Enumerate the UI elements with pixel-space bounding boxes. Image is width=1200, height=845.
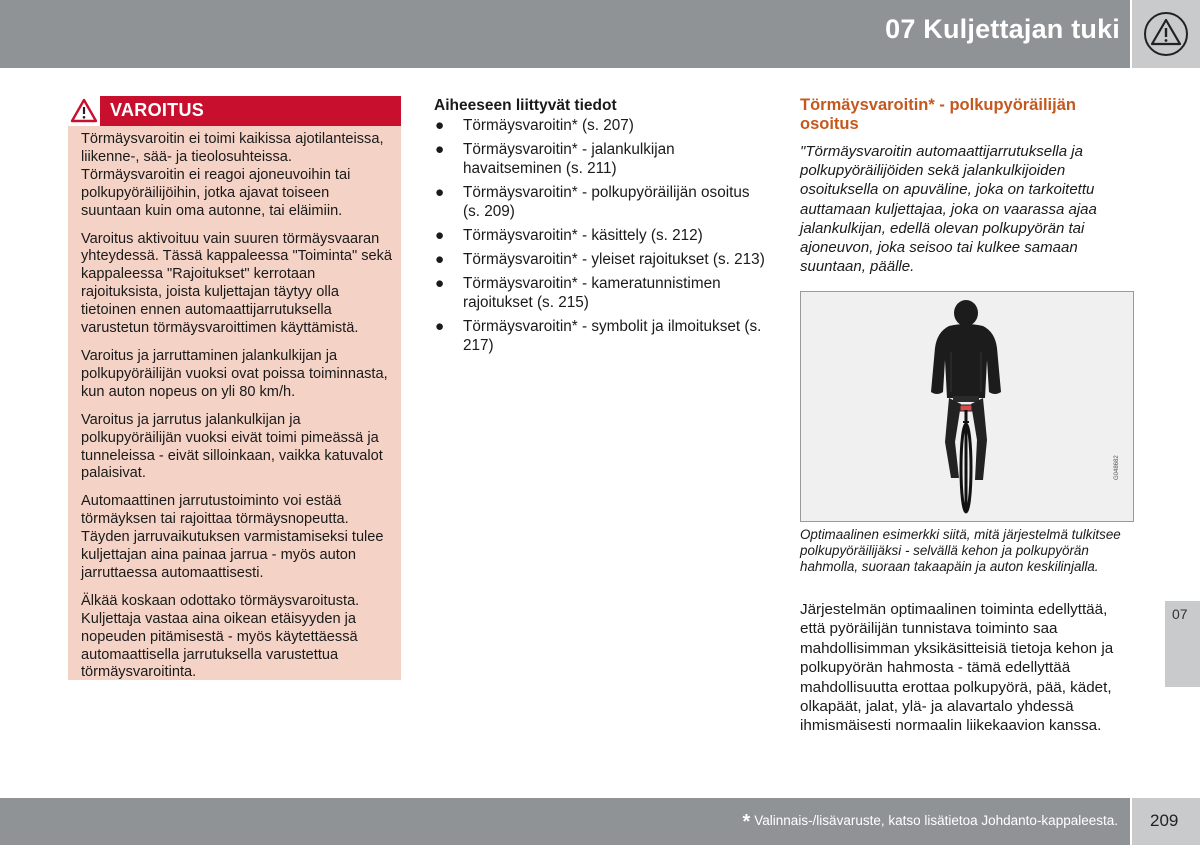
- footnote: [742, 811, 1118, 834]
- warning-header: [68, 96, 401, 126]
- page-number-box: [1132, 798, 1200, 845]
- related-list: [434, 116, 769, 355]
- bullet-icon: ●: [435, 318, 445, 335]
- chapter-tab: [1165, 601, 1200, 687]
- related-link[interactable]: ● Törmäysvaroitin* - käsittely (s. 212): [435, 227, 703, 244]
- header-icon-box: [1132, 0, 1200, 68]
- warning-title: VAROITUS: [110, 100, 205, 120]
- warning-paragraph: Älkää koskaan odottako törmäysvaroitusta. Kuljettaja vastaa aina oikean etäisyyden ja nopeuden pitämisestä - myös käytettäessä automaattisella jarrutuksella varustettua törmäysvaroitinta.: [81, 592, 360, 681]
- page-number: 209: [1150, 811, 1179, 830]
- warning-paragraph: Varoitus ja jarruttaminen jalankulkijan ja polkupyöräilijän vuoksi ovat poissa toiminnasta, kun auton nopeus on yli 80 km/h.: [81, 347, 388, 400]
- cyclist-rear-view-image: [801, 292, 1132, 520]
- related-title: Aiheeseen liittyvät tiedot: [434, 97, 617, 114]
- bullet-icon: ●: [435, 117, 445, 134]
- cyclist-illustration: [800, 291, 1134, 522]
- warning-triangle-icon: [70, 98, 98, 124]
- warning-paragraph: Törmäysvaroitin ei toimi kaikissa ajotilanteissa, liikenne-, sää- ja tieolosuhteissa. Törmäysvaroitin ei reagoi ajoneuvoihin tai polkupyöräilijöihin, jotka ajavat toiseen suuntaan kuin oma autonne, tai eläimiin.: [81, 131, 384, 219]
- related-link[interactable]: ● Törmäysvaroitin* (s. 207): [435, 117, 634, 134]
- warning-triangle-icon: [1143, 11, 1189, 57]
- page-header: [0, 0, 1130, 68]
- section-column: [800, 96, 1135, 276]
- footnote-text: Valinnais-/lisävaruste, katso lisätietoa Johdanto-kappaleesta.: [754, 813, 1118, 828]
- bullet-icon: ●: [435, 227, 445, 244]
- related-link[interactable]: ● Törmäysvaroitin* - symbolit ja ilmoitukset (s. 217): [435, 318, 762, 354]
- bullet-icon: ●: [435, 141, 445, 158]
- section-body: Järjestelmän optimaalinen toiminta edellyttää, että pyöräilijän tunnistava toiminto saa mahdollisimman yksikäsitteisiä tietoja kehon ja polkupyörän hahmosta - tämä edellyttää mahdollisuutta erottaa polkupyörä, pää, kädet, olkapäät, jalat, ylä- ja alavartalo yhdessä ihmismäisesti normaalin liikekaavion kanssa.: [800, 601, 1114, 735]
- warning-box: [68, 96, 401, 680]
- chapter-title: 07 Kuljettajan tuki: [885, 14, 1120, 44]
- related-link[interactable]: ● Törmäysvaroitin* - polkupyöräilijän osoitus (s. 209): [435, 184, 750, 220]
- related-link[interactable]: ● Törmäysvaroitin* - kameratunnistimen rajoitukset (s. 215): [435, 275, 721, 311]
- warning-body: [81, 131, 393, 692]
- figure-code: G048682: [1114, 455, 1120, 480]
- bullet-icon: ●: [435, 184, 445, 201]
- footnote-star: *: [742, 811, 751, 833]
- bullet-icon: ●: [435, 251, 445, 268]
- warning-paragraph: Automaattinen jarrutustoiminto voi estää törmäyksen tai rajoittaa törmäysnopeutta. Täyden jarruvaikutuksen varmistamiseksi tulee kuljettajan aina painaa jarrua - myös auton jarruttaessa automaattisesti.: [81, 493, 384, 581]
- section-intro: "Törmäysvaroitin automaattijarrutuksella ja polkupyöräilijöiden sekä jalankulkijoiden osoituksella on apuväline, joka on tarkoitettu auttamaan kuljettajaa, joka on vaarassa ajaa jalankulkijan, edellä olevan polkupyörän tai ajoneuvon, joka seisoo tai kulkee samaan suuntaan, päälle.: [800, 143, 1097, 276]
- chapter-tab-label: 07: [1172, 606, 1188, 622]
- related-topics: [434, 97, 769, 360]
- section-title: Törmäysvaroitin* - polkupyöräilijän osoitus: [800, 96, 1076, 133]
- figure-caption: Optimaalinen esimerkki siitä, mitä järjestelmä tulkitsee polkupyöräilijäksi - selvällä kehon ja polkupyörän hahmolla, suoraan takaapäin ja auton keskilinjalla.: [800, 527, 1121, 574]
- related-link[interactable]: ● Törmäysvaroitin* - jalankulkijan havaitseminen (s. 211): [435, 141, 675, 177]
- page-footer: [0, 798, 1130, 845]
- bullet-icon: ●: [435, 275, 445, 292]
- warning-paragraph: Varoitus ja jarrutus jalankulkijan ja polkupyöräilijän vuoksi eivät toimi pimeässä ja tunneleissa - eivät silloinkaan, vaikka katuvalot palaisivat.: [81, 411, 383, 482]
- warning-paragraph: Varoitus aktivoituu vain suuren törmäysvaaran yhteydessä. Tässä kappaleessa "Toiminta" sekä kappaleessa "Rajoitukset" kerrotaan rajoituksista, joista kuljettajan täytyy olla tietoinen ennen automaattijarrutuksella varustetun törmäysvaroittimen käyttämistä.: [81, 230, 393, 337]
- related-link[interactable]: ● Törmäysvaroitin* - yleiset rajoitukset (s. 213): [435, 251, 765, 268]
